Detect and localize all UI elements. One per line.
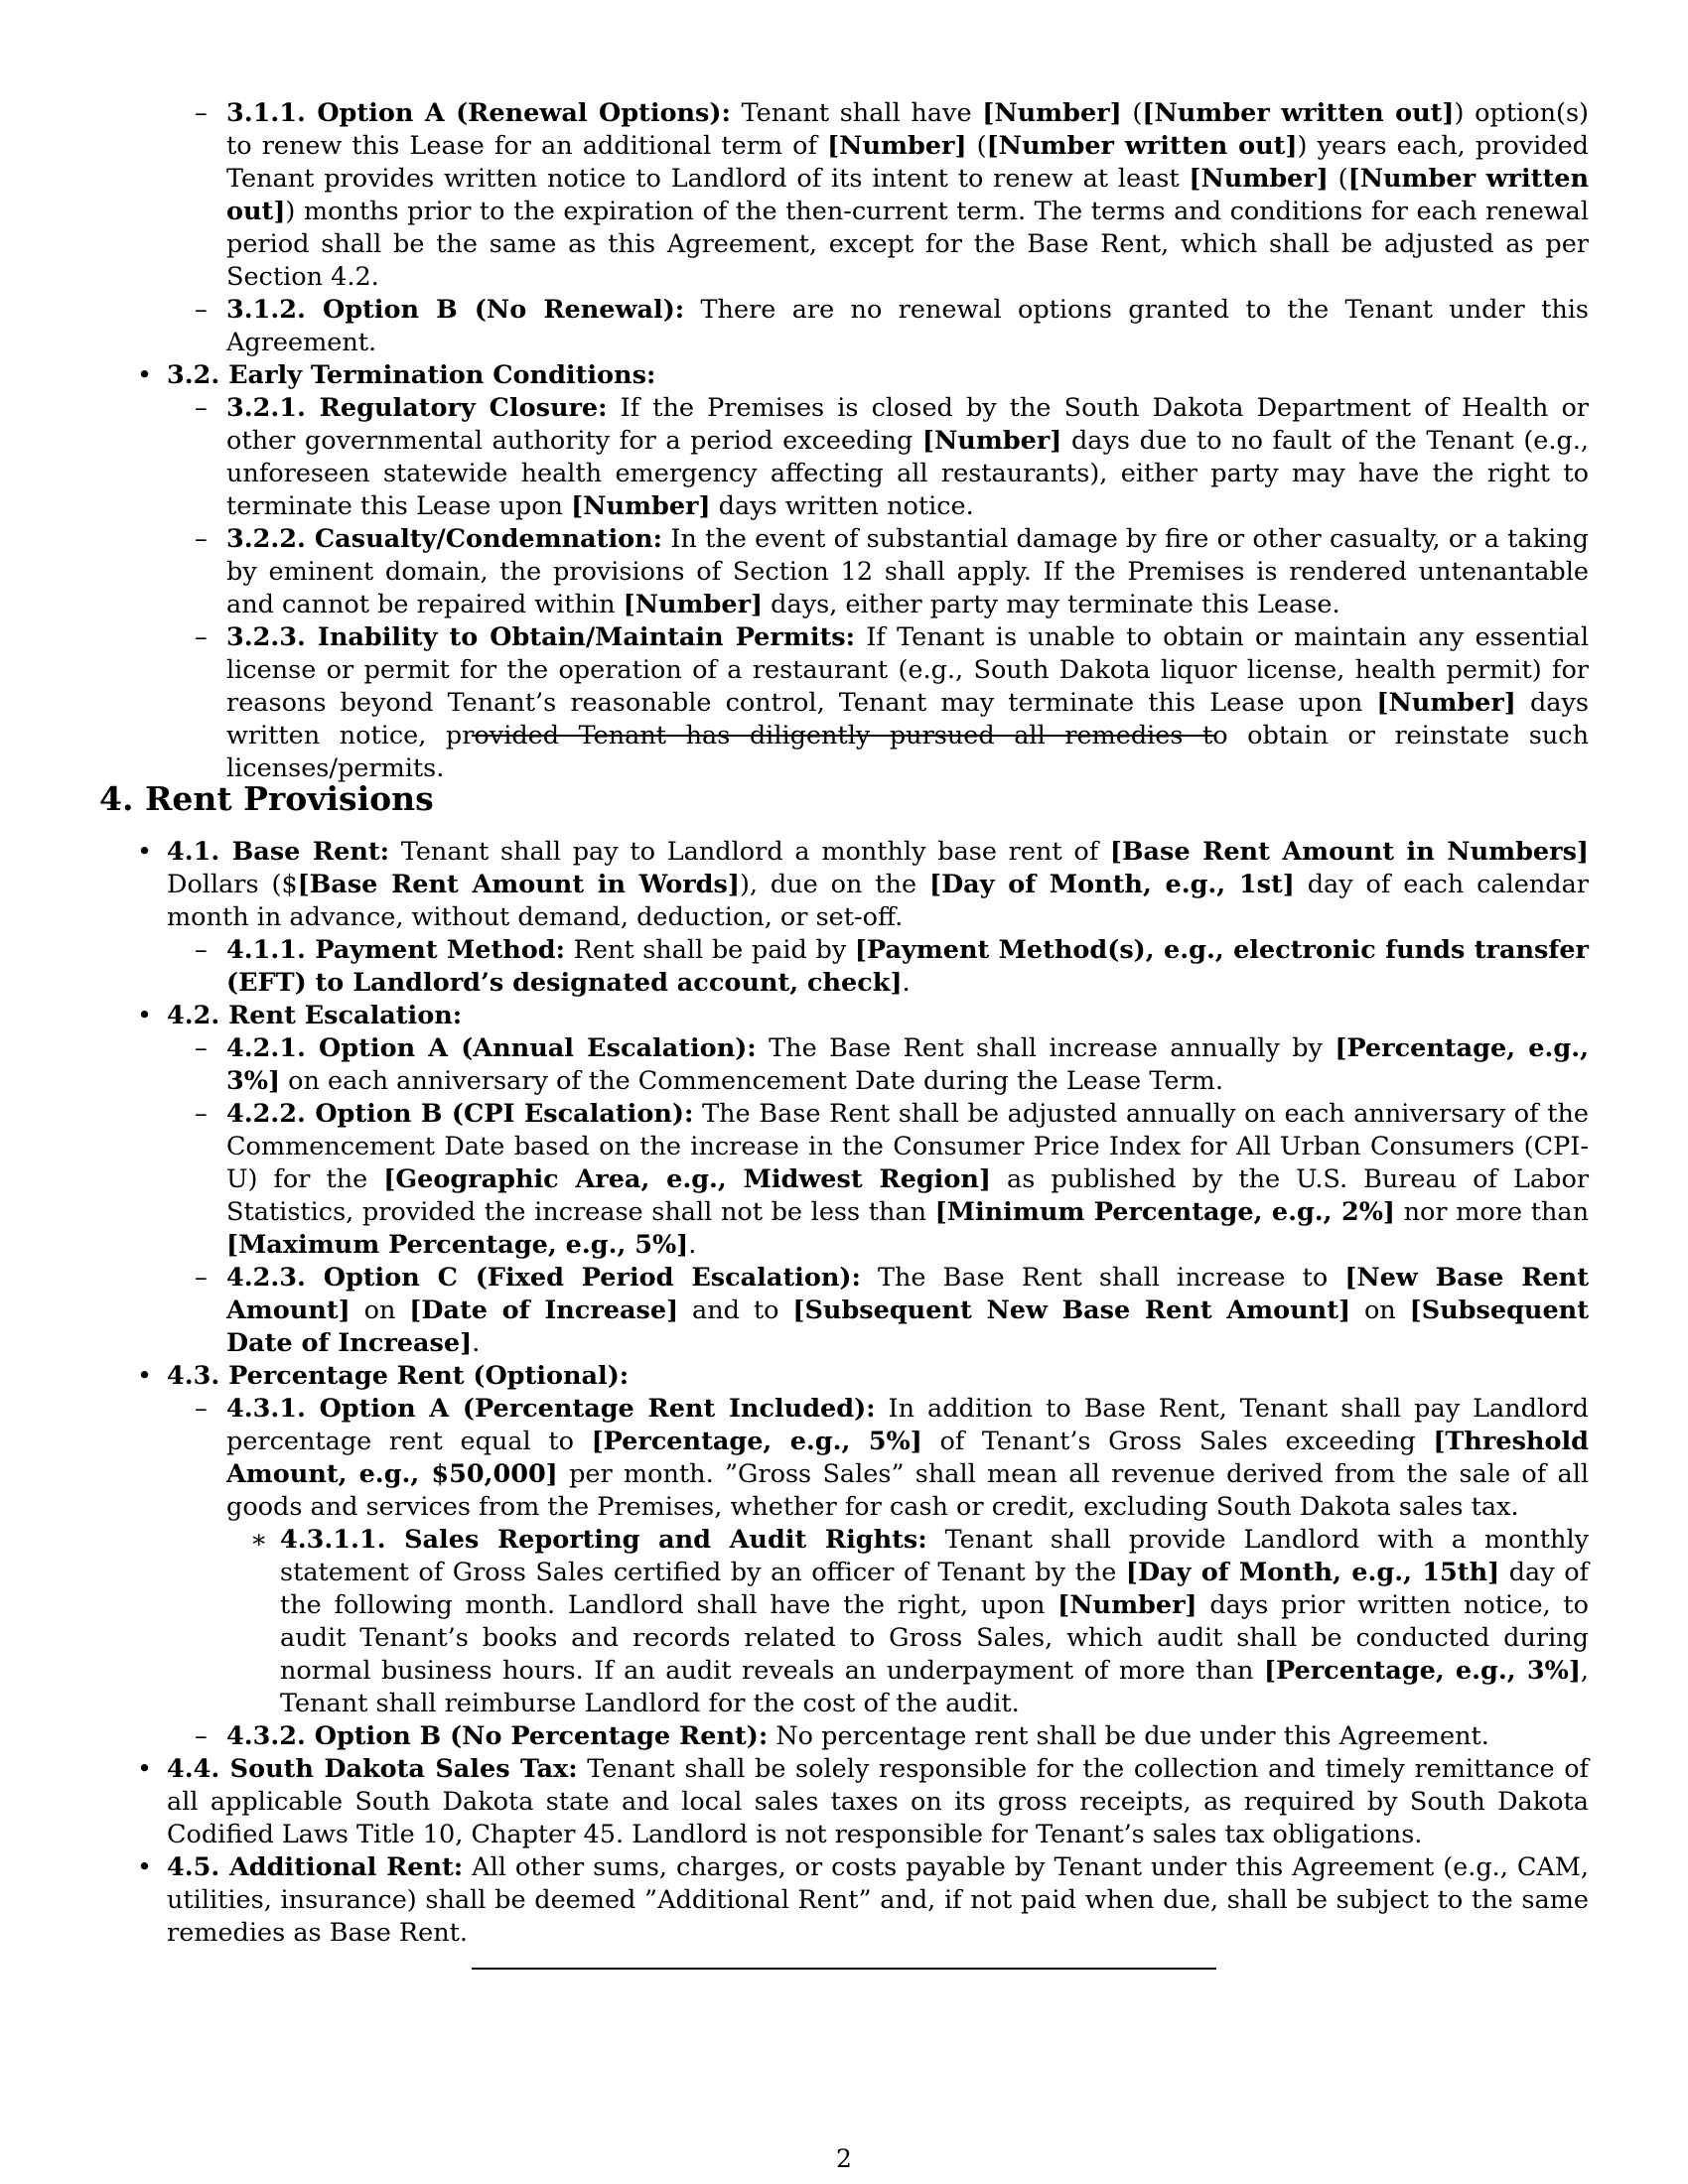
clause-text: No percentage rent shall be due under this Agreement.	[768, 1721, 1489, 1751]
clause-text: of Tenant’s Gross Sales exceeding	[921, 1427, 1434, 1456]
clause-item	[99, 97, 1589, 294]
placeholder-field: [Payment Method(s), e.g., electronic funds transfer (EFT) to Landlord’s designated account, check]	[226, 935, 1589, 998]
clause-text: Rent shall be paid by	[565, 935, 855, 965]
clause-label: 3.1.1. Option A (Renewal Options):	[226, 98, 731, 128]
clause-label: 4.1. Base Rent:	[167, 837, 390, 867]
clause-text: on	[350, 1296, 410, 1325]
clause-text: There are no renewal options granted to the Tenant under this Agreement.	[226, 295, 1589, 357]
clause-item	[99, 1720, 1589, 1753]
list-marker: –	[195, 393, 208, 423]
clause-text: (	[966, 131, 987, 161]
clause-item	[99, 1032, 1589, 1098]
clause-item	[99, 1753, 1589, 1851]
placeholder-field: [Subsequent New Base Rent Amount]	[792, 1296, 1351, 1325]
clause-text: on	[1350, 1296, 1410, 1325]
list-marker: –	[195, 622, 208, 652]
placeholder-field: [Percentage, e.g., 5%]	[591, 1427, 922, 1456]
placeholder-field: [Number]	[921, 426, 1062, 456]
list-marker: •	[137, 1754, 153, 1784]
clause-text: (	[1121, 98, 1143, 128]
clause-item	[99, 1098, 1589, 1262]
clause-label: 3.2.3. Inability to Obtain/Maintain Permits:	[226, 622, 856, 652]
clause-item	[99, 294, 1589, 359]
clause-text: Tenant shall have	[730, 98, 983, 128]
clause-text: days, either party may terminate this Lease.	[763, 590, 1340, 619]
clause-label: 4.2.1. Option A (Annual Escalation):	[226, 1033, 757, 1063]
clause-text: per month. ”Gross Sales” shall mean all revenue derived from the sale of all goods and services from the Premises, whether for cash or credit, excluding South Dakota sales tax.	[226, 1459, 1590, 1522]
clause-label: 4.2.3. Option C (Fixed Period Escalation):	[226, 1263, 861, 1293]
clause-text: (	[1328, 164, 1348, 194]
placeholder-field: [Day of Month, e.g., 1st]	[929, 870, 1295, 899]
clause-text: day of the following month. Landlord shall have the right, upon	[280, 1558, 1589, 1620]
clause-label: 3.2.2. Casualty/Condemnation:	[226, 524, 663, 554]
clause-label: 3.2. Early Termination Conditions:	[167, 360, 656, 390]
list-marker: –	[195, 295, 208, 325]
list-marker: –	[195, 1721, 208, 1751]
clause-item	[99, 934, 1589, 1000]
section-4-rent-provisions	[99, 836, 1589, 1950]
clause-item	[99, 1262, 1589, 1360]
clause-text: as published by the U.S. Bureau of Labor Statistics, provided the increase shall not be less than	[226, 1164, 1590, 1227]
clause-item	[99, 1524, 1589, 1720]
placeholder-field: [Number]	[623, 590, 764, 619]
clause-text: and to	[678, 1296, 793, 1325]
clause-label: 4.3.1. Option A (Percentage Rent Included):	[226, 1394, 876, 1424]
clause-text: days due to no fault of the Tenant (e.g., unforeseen statewide health emergency affecting all restaurants), either party may have the right to terminate this Lease upon	[226, 426, 1589, 521]
clause-text: Tenant shall be solely responsible for the collection and timely remittance of all applicable South Dakota state and local sales taxes on its gross receipts, as required by South Dakota Codified Laws Title 10, Chapter 45. Landlord is not responsible for Tenant’s sales tax obligations.	[167, 1754, 1589, 1849]
list-marker: •	[137, 360, 153, 390]
clause-item	[99, 1360, 1589, 1393]
clause-text: day of each calendar month in advance, without demand, deduction, or set-off.	[167, 870, 1589, 932]
list-marker: –	[195, 1263, 208, 1293]
placeholder-field: [Number]	[571, 491, 711, 521]
clause-text: days written notice, provided Tenant has diligently pursued all remedies to obtain or reinstate such licenses/permits.	[226, 688, 1590, 783]
placeholder-field: [Number]	[982, 98, 1122, 128]
list-marker: –	[195, 935, 208, 965]
clause-text: on each anniversary of the Commencement Date during the Lease Term.	[280, 1066, 1223, 1096]
list-marker: –	[195, 1099, 208, 1129]
clause-label: 3.2.1. Regulatory Closure:	[226, 393, 608, 423]
list-marker: ∗	[250, 1525, 268, 1555]
clause-text: .	[688, 1230, 697, 1260]
clause-text: days written notice.	[710, 491, 974, 521]
placeholder-field: [Maximum Percentage, e.g., 5%]	[226, 1230, 689, 1260]
clause-text: nor more than	[1395, 1197, 1589, 1227]
clause-text: ), due on the	[739, 870, 929, 899]
section-divider	[472, 1968, 1216, 1970]
clause-text: , Tenant shall reimburse Landlord for the cost of the audit.	[280, 1656, 1590, 1718]
clause-text: ) years each, provided Tenant provides written notice to Landlord of its intent to renew at least	[226, 131, 1590, 194]
clause-item	[99, 1393, 1589, 1524]
clause-label: 4.3.1.1. Sales Reporting and Audit Rights:	[280, 1525, 927, 1555]
list-marker: •	[137, 1361, 153, 1391]
clause-text: All other sums, charges, or costs payable by Tenant under this Agreement (e.g., CAM, utilities, insurance) shall be deemed ”Additional Rent” and, if not paid when due, shall be subject to the same remedies as Base Rent.	[167, 1852, 1589, 1948]
clause-item	[99, 523, 1589, 621]
clause-label: 3.1.2. Option B (No Renewal):	[226, 295, 685, 325]
section-divider	[472, 735, 1216, 737]
clause-text: ) months prior to the expiration of the then-current term. The terms and conditions for each renewal period shall be the same as this Agreement, except for the Base Rent, which shall be adjusted as per Section 4.2.	[226, 197, 1589, 292]
clause-item	[99, 359, 1589, 392]
clause-text: .	[902, 968, 911, 998]
clause-text: days prior written notice, to audit Tenant’s books and records related to Gross Sales, which audit shall be conducted during normal business hours. If an audit reveals an underpayment of more than	[280, 1590, 1589, 1686]
placeholder-field: [Number]	[1057, 1590, 1197, 1620]
placeholder-field: [Number]	[827, 131, 967, 161]
clause-label: 4.5. Additional Rent:	[167, 1852, 464, 1882]
placeholder-field: [Number written out]	[986, 131, 1298, 161]
clause-label: 4.3. Percentage Rent (Optional):	[167, 1361, 630, 1391]
clause-text: In the event of substantial damage by fire or other casualty, or a taking by eminent domain, the provisions of Section 12 shall apply. If the Premises is rendered untenantable and cannot be repaired within	[226, 524, 1589, 619]
clause-text: ) option(s) to renew this Lease for an additional term of	[226, 98, 1589, 161]
clause-text: Tenant shall provide Landlord with a monthly statement of Gross Sales certified by an officer of Tenant by the	[280, 1525, 1590, 1587]
clause-text: Dollars ($	[167, 870, 298, 899]
clause-label: 4.4. South Dakota Sales Tax:	[167, 1754, 578, 1784]
list-marker: –	[195, 1033, 208, 1063]
clause-text: If Tenant is unable to obtain or maintain any essential license or permit for the operation of a restaurant (e.g., South Dakota liquor license, health permit) for reasons beyond Tenant’s reasonable control, Tenant may terminate this Lease upon	[226, 622, 1589, 718]
clause-label: 4.2.2. Option B (CPI Escalation):	[226, 1099, 694, 1129]
list-marker: •	[137, 1852, 153, 1882]
clause-label: 4.1.1. Payment Method:	[226, 935, 566, 965]
clause-item	[99, 1000, 1589, 1032]
section-3-continued	[99, 97, 1589, 785]
clause-item	[99, 621, 1589, 785]
list-marker: •	[137, 837, 153, 867]
list-marker: –	[195, 524, 208, 554]
placeholder-field: [Percentage, e.g., 3%]	[1263, 1656, 1581, 1686]
clause-item	[99, 392, 1589, 523]
placeholder-field: [Minimum Percentage, e.g., 2%]	[934, 1197, 1395, 1227]
section-heading-rent-provisions: 4. Rent Provisions	[99, 779, 434, 818]
placeholder-field: [Geographic Area, e.g., Midwest Region]	[383, 1164, 991, 1194]
clause-label: 4.2. Rent Escalation:	[167, 1001, 463, 1030]
clause-item	[99, 1851, 1589, 1950]
placeholder-field: [Number written out]	[1142, 98, 1455, 128]
clause-text: In addition to Base Rent, Tenant shall pay Landlord percentage rent equal to	[226, 1394, 1589, 1456]
list-marker: –	[195, 1394, 208, 1424]
list-marker: •	[137, 1001, 153, 1030]
placeholder-field: [Threshold Amount, e.g., $50,000]	[226, 1427, 1589, 1489]
placeholder-field: [Day of Month, e.g., 15th]	[1125, 1558, 1500, 1587]
placeholder-field: [Number written out]	[226, 164, 1589, 226]
placeholder-field: [Number]	[1189, 164, 1329, 194]
clause-label: 4.3.2. Option B (No Percentage Rent):	[226, 1721, 769, 1751]
page-number: 2	[836, 2144, 852, 2173]
placeholder-field: [New Base Rent Amount]	[226, 1263, 1589, 1325]
placeholder-field: [Percentage, e.g., 3%]	[226, 1033, 1589, 1096]
placeholder-field: [Subsequent Date of Increase]	[226, 1296, 1589, 1358]
placeholder-field: [Date of Increase]	[409, 1296, 679, 1325]
clause-text: Tenant shall pay to Landlord a monthly base rent of	[389, 837, 1110, 867]
clause-text: The Base Rent shall increase annually by	[756, 1033, 1336, 1063]
clause-item	[99, 836, 1589, 934]
list-marker: –	[195, 98, 208, 128]
placeholder-field: [Number]	[1376, 688, 1516, 718]
placeholder-field: [Base Rent Amount in Words]	[297, 870, 740, 899]
clause-text: If the Premises is closed by the South Dakota Department of Health or other governmental authority for a period exceeding	[226, 393, 1589, 456]
clause-text: The Base Rent shall be adjusted annually on each anniversary of the Commencement Date based on the increase in the Consumer Price Index for All Urban Consumers (CPI-U) for the	[226, 1099, 1589, 1194]
placeholder-field: [Base Rent Amount in Numbers]	[1109, 837, 1589, 867]
clause-text: The Base Rent shall increase to	[860, 1263, 1345, 1293]
clause-text: .	[472, 1328, 481, 1358]
